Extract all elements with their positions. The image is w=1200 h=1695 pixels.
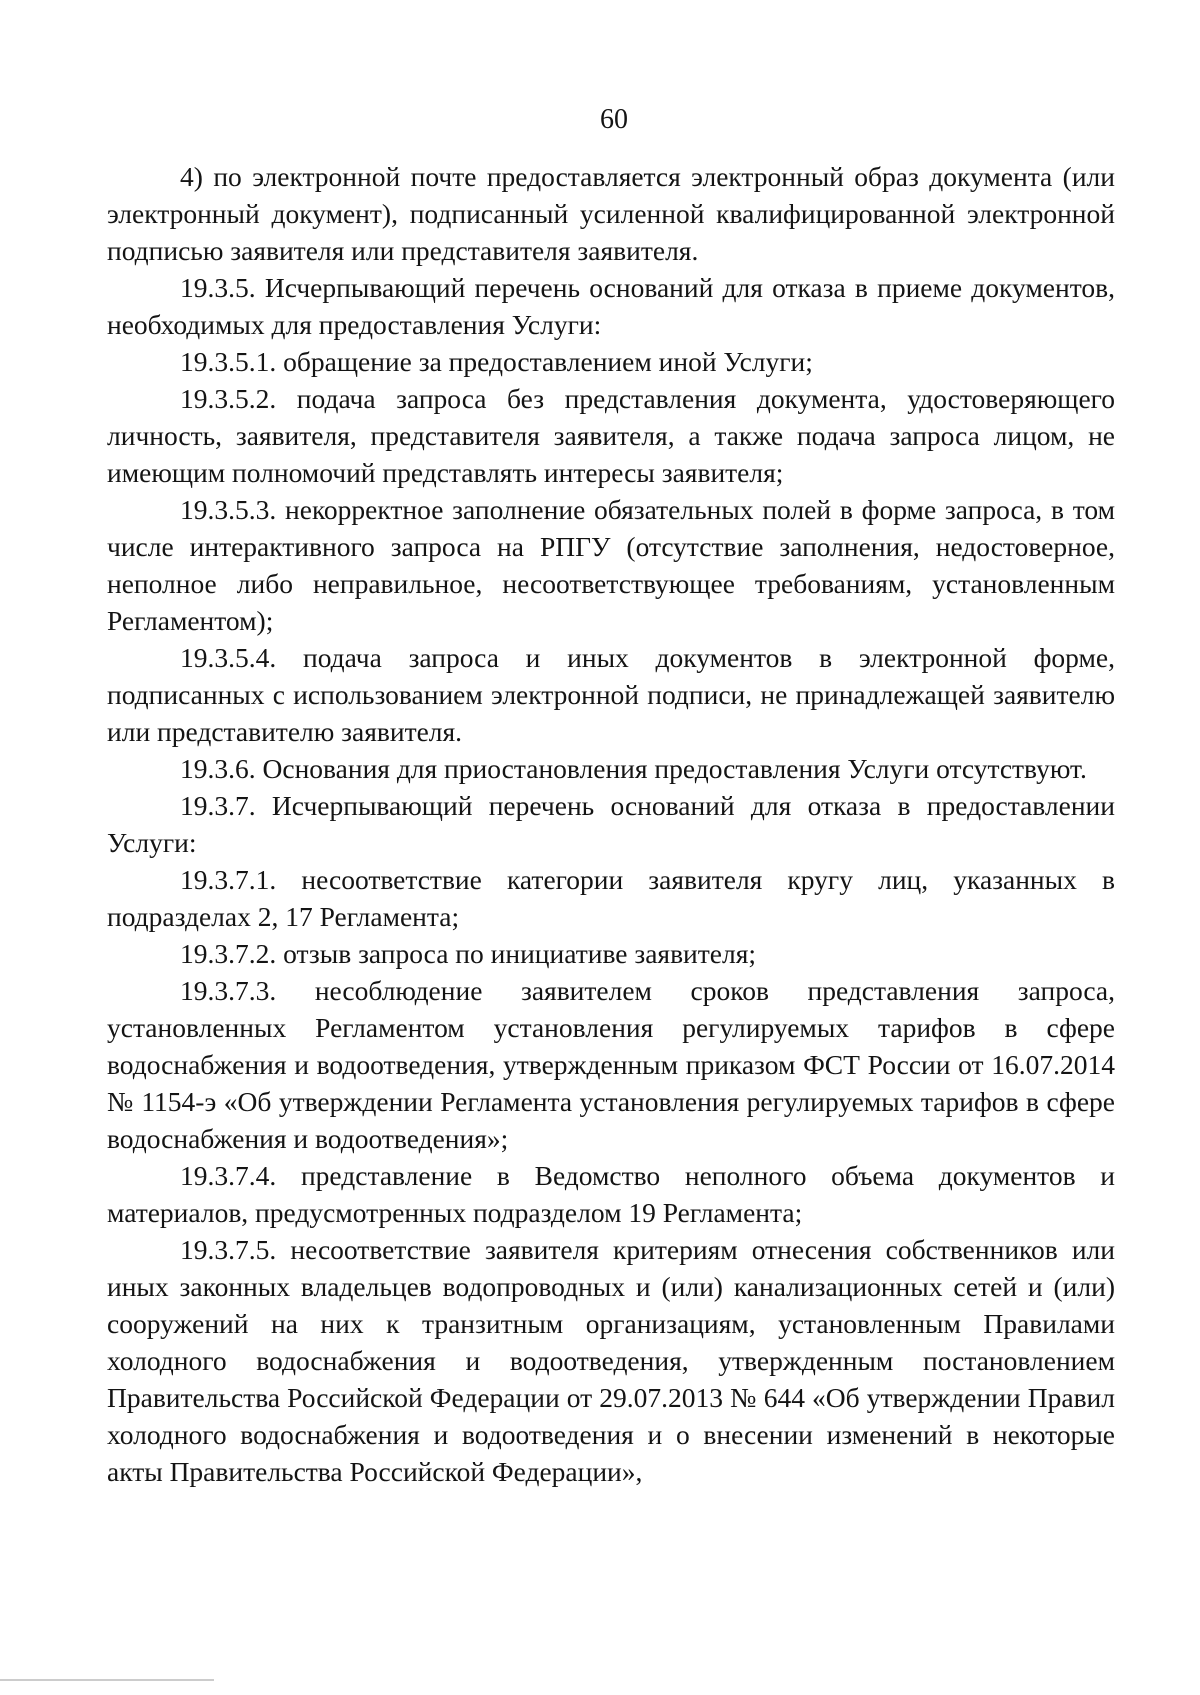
paragraph-19-3-7-4: 19.3.7.4. представление в Ведомство неполного объема документов и материалов, предусмотренных подразделом 19 Регламента; <box>107 1160 1115 1228</box>
paragraph-19-3-5-2: 19.3.5.2. подача запроса без представления документа, удостоверяющего личность, заявителя, представителя заявителя, а также подача запроса лицом, не имеющим полномочий представлять интересы заявителя; <box>107 383 1115 488</box>
paragraph-19-3-7-1: 19.3.7.1. несоответствие категории заявителя кругу лиц, указанных в подразделах 2, 17 Регламента; <box>107 864 1115 932</box>
paragraph-19-3-7: 19.3.7. Исчерпывающий перечень оснований для отказа в предоставлении Услуги: <box>107 790 1115 858</box>
page-number: 60 <box>600 104 628 135</box>
paragraph-19-3-5: 19.3.5. Исчерпывающий перечень оснований для отказа в приеме документов, необходимых для предоставления Услуги: <box>107 272 1115 340</box>
paragraph-19-3-7-2: 19.3.7.2. отзыв запроса по инициативе заявителя; <box>180 938 757 969</box>
paragraph-19-3-5-1: 19.3.5.1. обращение за предоставлением иной Услуги; <box>180 346 813 377</box>
paragraph-19-3-5-4: 19.3.5.4. подача запроса и иных документов в электронной форме, подписанных с использованием электронной подписи, не принадлежащей заявителю или представителю заявителя. <box>107 642 1115 747</box>
paragraph-19-3-5-3: 19.3.5.3. некорректное заполнение обязательных полей в форме запроса, в том числе интерактивного запроса на РПГУ (отсутствие заполнения, недостоверное, неполное либо неправильное, несоответствующее требованиям, установленным Регламентом); <box>107 494 1115 636</box>
scan-edge-mark <box>0 1679 214 1681</box>
paragraph-19-3-7-5: 19.3.7.5. несоответствие заявителя критериям отнесения собственников или иных законных владельцев водопроводных и (или) канализационных сетей и (или) сооружений на них к транзитным организациям, установленным Правилами холодного водоснабжения и водоотведения, утвержденным постановлением Правительства Российской Федерации от 29.07.2013 № 644 «Об утверждении Правил холодного водоснабжения и водоотведения и о внесении изменений в некоторые акты Правительства Российской Федерации», <box>107 1234 1115 1487</box>
paragraph-19-3-7-3: 19.3.7.3. несоблюдение заявителем сроков представления запроса, установленных Регламентом установления регулируемых тарифов в сфере водоснабжения и водоотведения, утвержденным приказом ФСТ России от 16.07.2014 № 1154-э «Об утверждении Регламента установления регулируемых тарифов в сфере водоснабжения и водоотведения»; <box>107 975 1115 1154</box>
paragraph-19-3-6: 19.3.6. Основания для приостановления предоставления Услуги отсутствуют. <box>180 753 1087 784</box>
body-text <box>107 158 1115 1490</box>
paragraph-delivery-by-email: 4) по электронной почте предоставляется электронный образ документа (или электронный документ), подписанный усиленной квалифицированной электронной подписью заявителя или представителя заявителя. <box>107 161 1115 266</box>
